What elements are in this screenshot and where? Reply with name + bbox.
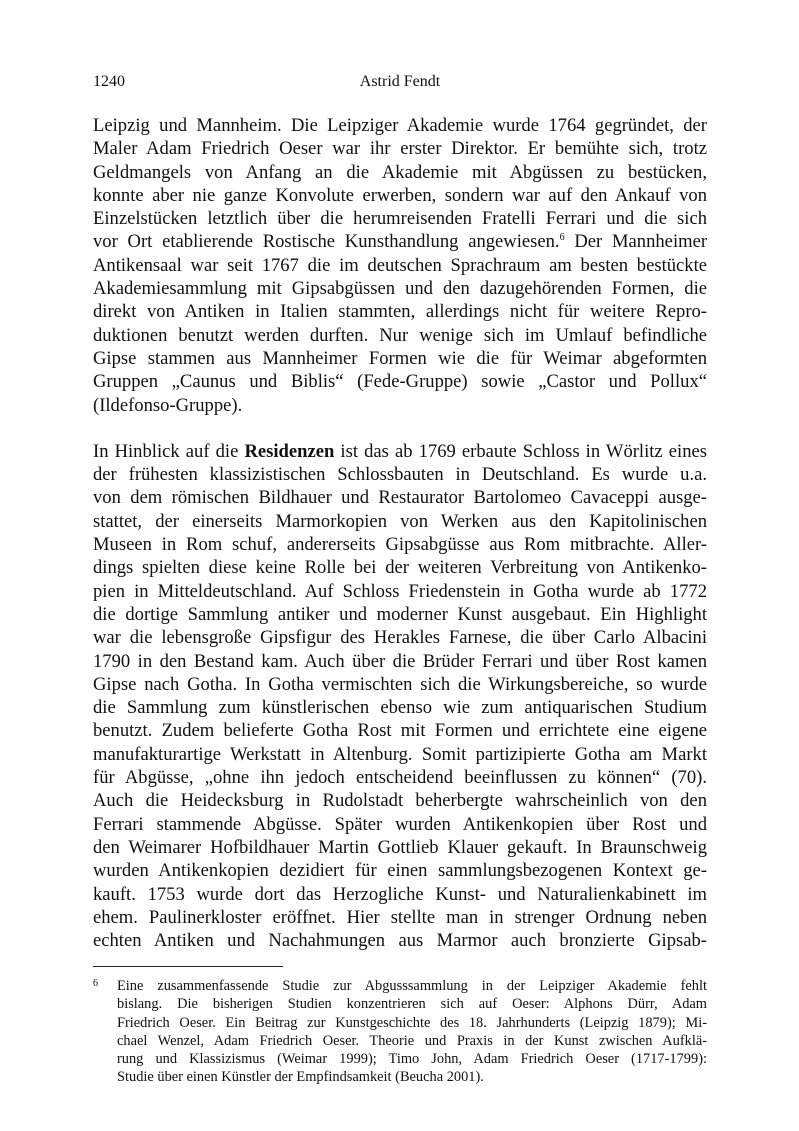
text-line: Geldmangels von Anfang an die Akademie mit Abgüssen zu bestücken, [93,161,707,183]
text-line: direkt von Antiken in Italien stammten, allerdings nicht für weitere Repro- [93,301,707,323]
text-line: Gipse nach Gotha. In Gotha vermischten sich die Wirkungsbereiche, so wurde [93,673,707,695]
text-line: Museen in Rom schuf, andererseits Gipsabgüsse aus Rom mitbrachte. Aller- [93,534,707,556]
text-line: Leipzig und Mannheim. Die Leipziger Akademie wurde 1764 gegründet, der [93,115,707,136]
text-line: echten Antiken und Nachahmungen aus Marmor auch bronzierte Gipsab- [93,930,707,952]
text-line: benutzt. Zudem belieferte Gotha Rost mit Formen und errichtete eine eigene [93,720,707,742]
text-line: Akademiesammlung mit Gipsabgüssen und den dazugehörenden Formen, die [93,278,707,300]
footnote-6 [93,977,707,1086]
body-text [93,114,707,952]
text-fragment: vor Ort etablierende Rostische Kunsthandlung angewiesen. [93,231,560,253]
text-line: kauft. 1753 wurde dort das Herzogliche Kunst- und Naturalienkabinett im [93,883,707,905]
text-line: Auch die Heidecksburg in Rudolstadt beherbergte wahrscheinlich von den [93,790,707,812]
text-line: manufakturartige Werkstatt in Altenburg. Somit partizipierte Gotha am Markt [93,743,707,765]
page-number: 1240 [93,73,125,90]
text-line: pien in Mitteldeutschland. Auf Schloss Friedenstein in Gotha wurde ab 1772 [93,580,707,602]
text-line: den Weimarer Hofbildhauer Martin Gottlieb Klauer gekauft. In Braunschweig [93,836,707,858]
text-line: die dortige Sammlung antiker und moderner Kunst ausgebaut. Ein Highlight [93,603,707,625]
paragraph-residenzen [93,440,707,953]
running-head [93,70,707,94]
text-line: war die lebensgroße Gipsfigur des Herakles Farnese, die über Carlo Albacini [93,627,707,649]
text-line: für Abgüsse, „ohne ihn jedoch entscheidend beeinflussen zu können“ (70). [93,767,707,789]
text-line: 1790 in den Bestand kam. Auch über die Brüder Ferrari und über Rost kamen [93,650,707,672]
text-line: dings spielten diese keine Rolle bei der weiteren Verbreitung von Antikenko- [93,557,707,579]
text-fragment: Der Mannheimer [564,231,708,253]
text-line: wurden Antikenkopien dezidiert für einen sammlungsbezogenen Kontext ge- [93,860,707,882]
text-line: Gipse stammen aus Mannheimer Formen wie die für Weimar abgeformten [93,347,707,369]
footnote-line: chael Wenzel, Adam Friedrich Oeser. Theorie und Praxis in der Kunst zwischen Aufklä- [117,1032,707,1049]
footnote-line: rung und Klassizismus (Weimar 1999); Timo John, Adam Friedrich Oeser (1717-1799): [117,1050,707,1067]
footnote-number: 6 [93,978,98,990]
text-line: (Ildefonso-Gruppe). [93,394,243,416]
footnote-line: Eine zusammenfassende Studie zur Abgusssammlung in der Leipziger Akademie fehlt [117,978,707,995]
text-line: Antikensaal war seit 1767 die im deutschen Sprachraum am besten bestückte [93,254,707,276]
text-line: Einzelstücken letztlich über die herumreisenden Fratelli Ferrari und die sich [93,208,707,230]
running-head-author: Astrid Fendt [359,73,441,90]
text-line: stattet, der einerseits Marmorkopien von Werken aus den Kapitolinischen [93,510,707,532]
text-line: Maler Adam Friedrich Oeser war ihr erster Direktor. Er bemühte sich, trotz [93,138,707,160]
text-line: Ferrari stammende Abgüsse. Später wurden Antikenkopien über Rost und [93,813,707,835]
text-line: Gruppen „Caunus und Biblis“ (Fede-Gruppe) sowie „Castor und Pollux“ [93,371,707,393]
text-line: ehem. Paulinerkloster eröffnet. Hier stellte man in strenger Ordnung neben [93,906,707,928]
footnote-separator [93,966,283,967]
footnote-reference[interactable]: 6 [559,232,565,244]
bold-term-residenzen: Residenzen [244,440,335,462]
document-page [93,70,707,1086]
footnote-line: Studie über einen Künstler der Empfindsamkeit (Beucha 2001). [117,1068,484,1085]
text-fragment: ist das ab 1769 erbaute Schloss in Wörlitz eines [334,440,707,462]
text-fragment: In Hinblick auf die [93,440,245,462]
text-line: der frühesten klassizistischen Schlossbauten in Deutschland. Es wurde u.a. [93,464,707,486]
paragraph-leipzig-mannheim [93,114,707,417]
footnote-line: Friedrich Oeser. Ein Beitrag zur Kunstgeschichte des 18. Jahrhunderts (Leipzig 1879); Mi- [117,1014,707,1031]
text-line [93,440,707,463]
footnote-line: bislang. Die bisherigen Studien konzentrieren sich auf Oeser: Alphons Dürr, Adam [117,996,707,1013]
text-line: duktionen benutzt werden durften. Nur wenige sich im Umlauf befindliche [93,324,707,346]
text-line [93,230,707,253]
text-line: konnte aber nie ganze Konvolute erwerben, sondern war auf den Ankauf von [93,184,707,206]
text-line: von dem römischen Bildhauer und Restaurator Bartolomeo Cavaceppi ausge- [93,487,707,509]
text-line: die Sammlung zum künstlerischen ebenso wie zum antiquarischen Studium [93,697,707,719]
